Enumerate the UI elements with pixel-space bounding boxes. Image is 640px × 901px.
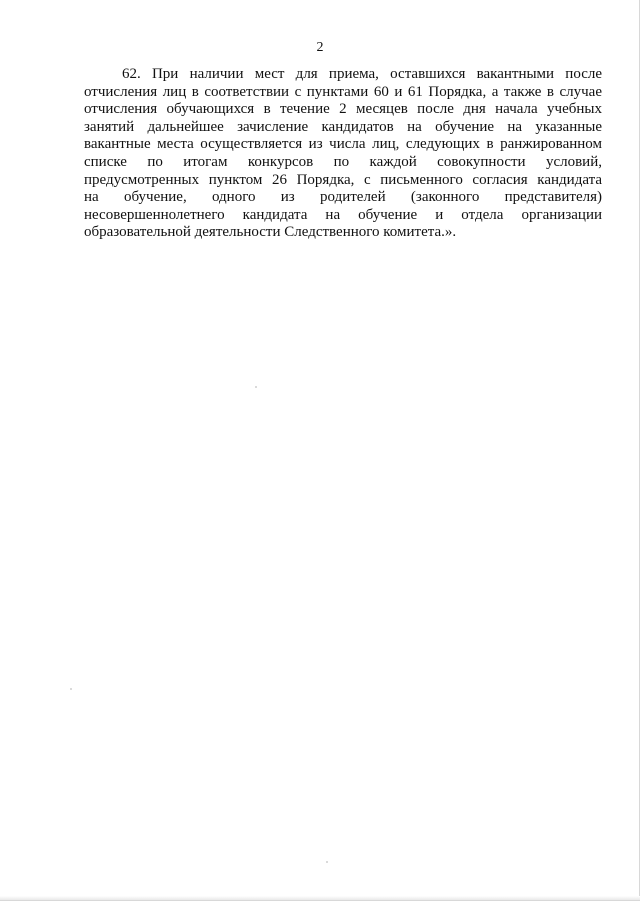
scan-speck [326, 861, 328, 863]
scan-speck [255, 386, 257, 388]
paragraph-62 [84, 66, 602, 242]
paragraph-line: отчисления обучающихся в течение 2 месяцев после дня начала учебных [84, 101, 602, 118]
paragraph-line: 62. При наличии мест для приема, оставшихся вакантными после [122, 66, 602, 82]
paragraph-line: несовершеннолетнего кандидата на обучение и отдела организации [84, 206, 602, 223]
paragraph-line: вакантные места осуществляется из числа лиц, следующих в ранжированном [84, 136, 602, 153]
scan-speck [70, 688, 72, 690]
scan-edge [0, 896, 640, 900]
paragraph-line: занятий дальнейшее зачисление кандидатов на обучение на указанные [84, 118, 602, 135]
paragraph-line: предусмотренных пунктом 26 Порядка, с письменного согласия кандидата [84, 171, 602, 188]
paragraph-line: отчисления лиц в соответствии с пунктами 60 и 61 Порядка, а также в случае [84, 83, 602, 100]
paragraph-line: списке по итогам конкурсов по каждой совокупности условий, [84, 153, 602, 170]
page-number: 2 [316, 40, 324, 55]
paragraph-line: на обучение, одного из родителей (законного представителя) [84, 189, 602, 206]
paragraph-line: образовательной деятельности Следственного комитета.». [84, 224, 457, 241]
